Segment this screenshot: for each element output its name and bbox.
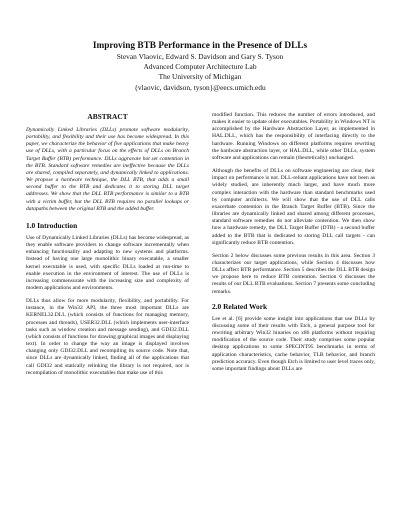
affiliation-lab: Advanced Computer Architecture Lab bbox=[143, 62, 257, 72]
body-paragraph-1: modified function. This reduces the number of errors introduced, and makes it easier to update older executables. Portability in Windows NT is accomplished by the Hardware Abstraction Layer, as implemented in HAL.DLL, which has the responsibility of interfacing directly to the hardware. Running Windows on different platforms requires rewriting the hardware abstraction layer, or HAL.DLL, while other DLLs, system software and applications can remain (theoretically) unchanged. bbox=[212, 112, 375, 161]
paper-title: Improving BTB Performance in the Presence of DLLs bbox=[92, 41, 308, 51]
author-email: {vlaovic, davidson, tyson}@eecs.umich.edu bbox=[134, 82, 266, 92]
intro-paragraph-2: DLLs thus allow for more modularity, flexibility, and portability. For instance, in the Win32 API, the three most important DLLs are KERNEL32.DLL (which consists of functions for managing memory, processes and threads), USER32.DLL (which implements user-interface tasks such as window creation and message sending), and GDI32.DLL (which consists of functions for drawing graphical images and displaying text). In order to change the way an image is displayed involves changing only GDI32.DLL and recompiling its source code. Note that, since DLLs are dynamically linked, finding all of the applications that call GDI32 and statically relinking the library is not required, nor is recompilation of monolithic executables that make use of this bbox=[26, 298, 189, 376]
paper-header bbox=[0, 40, 400, 93]
abstract-heading: ABSTRACT bbox=[87, 112, 128, 121]
affiliation-university: The University of Michigan bbox=[158, 72, 242, 82]
abstract-text: Dynamically Linked Libraries (DLLs) promote software modularity, portability, and flexibility and their use has become widespread. In this paper, we characterize the behavior of five applications that make heavy use of DLLs, with a particular focus on the effects of DLLs on Branch Target Buffer (BTB) performance. DLLs aggravate hot set contention in the BTB. Standard software remedies are ineffective because the DLLs are shared, compiled separately, and dynamically linked to applications. We propose a hardware technique, the DLL BTB, that adds a small second buffer to the BTB and dedicates it to storing DLL target addresses. We show that the DLL BTB performance is similar to a BTB with a victim buffer, but the DLL BTB requires no parallel lookups or datapaths between the original BTB and the added buffer. bbox=[26, 127, 189, 212]
related-work-paragraph: Lee et al. [6] provide some insight into applications that use DLLs by discussing some of their results with Etch, a general purpose tool for rewriting arbitrary Win32 binaries on x86 platforms without requiring modification of the source code. Their study comprises some popular desktop applications to some SPECINT95 benchmarks in terms of application characteristics, cache behavior, TLB behavior, and branch prediction accuracy. Even though Etch is limited to user level traces only, some important findings about DLLs are bbox=[212, 315, 376, 372]
left-column bbox=[26, 112, 189, 383]
intro-heading: 1.0 Introduction bbox=[26, 220, 78, 230]
right-column bbox=[212, 112, 375, 379]
authors-line: Stevan Vlaovic, Edward S. Davidson and Gary S. Tyson bbox=[116, 52, 284, 61]
body-paragraph-2: Although the benefits of DLLs on software engineering are clear, their impact on performance is not. DLL-reliant applications have not been as widely studied, are inherently much larger, and have much more complex interaction with the hardware than standard benchmarks used by computer architects. We will show that the use of DLL calls exacerbate contention in the Branch Target Buffer (BTB). Since the libraries are dynamically linked and shared among different processes, standard software remedies do not alleviate contention. We then show how a hardware remedy, the DLL Target Buffer (DTB) - a second buffer added to the BTB that is dedicated to storing DLL call targets - can significantly reduce BTB contention. bbox=[212, 168, 375, 246]
intro-paragraph-1: Use of Dynamically Linked Libraries (DLLs) has become widespread, as they enable software providers to change software incrementally when enhancing functionality and adapting to new systems and platforms. Instead of having one large monolithic binary executable, a smaller kernel executable is used, with specific DLLs loaded at run-time to enable execution in the environment of interest. The use of DLLs is increasing commensurate with the increasing size and complexity of modern applications and environments. bbox=[26, 234, 189, 291]
related-work-heading: 2.0 Related Work bbox=[212, 301, 268, 311]
body-paragraph-3: Section 2 below discusses some previous results in this area. Section 3 characterizes our target applications, while Section 4 discusses how DLLs affect BTB performance. Section 5 describes the DLL BTB design we propose here to reduce BTB contention. Section 6 discusses the results of our DLL BTB evaluations. Section 7 presents some concluding remarks. bbox=[212, 252, 375, 295]
